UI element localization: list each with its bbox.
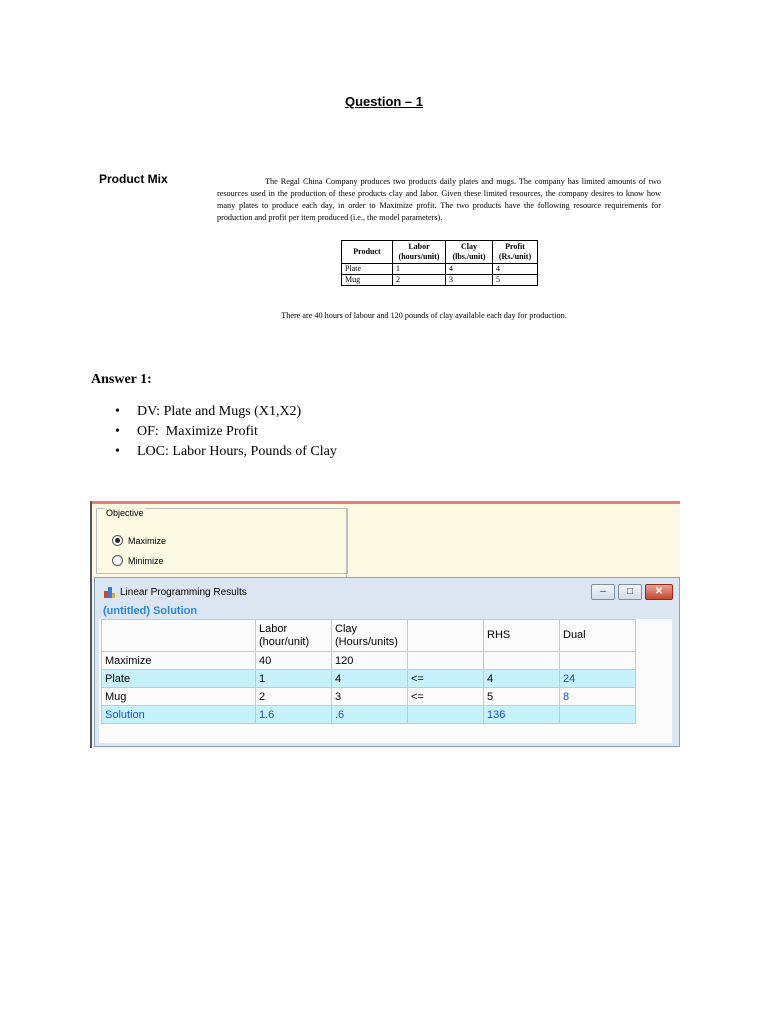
question-title: Question – 1 bbox=[344, 94, 424, 109]
grid-cell[interactable]: Plate bbox=[102, 670, 256, 688]
objective-group bbox=[96, 508, 348, 574]
maximize-label: Maximize bbox=[128, 535, 167, 546]
table-row[interactable] bbox=[102, 706, 636, 724]
grid-cell[interactable]: 4 bbox=[332, 670, 408, 688]
grid-cell[interactable]: 4 bbox=[484, 670, 560, 688]
divider bbox=[346, 508, 347, 578]
close-window-button[interactable]: ✕ bbox=[645, 584, 673, 600]
radio-unselected-icon[interactable] bbox=[112, 555, 123, 566]
resource-table-header bbox=[342, 241, 538, 264]
grid-cell[interactable] bbox=[484, 652, 560, 670]
grid-cell[interactable]: <= bbox=[408, 670, 484, 688]
resource-header-labor: Labor (hours/unit) bbox=[393, 241, 446, 264]
answer-loc: LOC: Labor Hours, Pounds of Clay bbox=[137, 444, 337, 459]
grid-cell[interactable] bbox=[408, 652, 484, 670]
app-icon bbox=[104, 587, 115, 598]
resource-cell: 4 bbox=[446, 264, 493, 275]
resource-cell: 3 bbox=[446, 275, 493, 286]
window-title: Linear Programming Results bbox=[120, 587, 247, 598]
objective-legend: Objective bbox=[106, 508, 144, 518]
grid-cell[interactable]: 24 bbox=[560, 670, 636, 688]
resource-cell: 1 bbox=[393, 264, 446, 275]
grid-cell[interactable]: 40 bbox=[256, 652, 332, 670]
grid-header-labor: Labor (hour/unit) bbox=[256, 620, 332, 652]
minimize-window-button[interactable]: – bbox=[591, 584, 615, 600]
resource-cell: Mug bbox=[342, 275, 393, 286]
table-row bbox=[102, 620, 636, 652]
grid-cell[interactable]: Solution bbox=[102, 706, 256, 724]
grid-header-rhs: RHS bbox=[484, 620, 560, 652]
radio-selected-icon[interactable] bbox=[112, 535, 123, 546]
lp-screenshot-panel bbox=[90, 501, 680, 748]
resource-cell: 5 bbox=[493, 275, 538, 286]
resource-row-mug bbox=[342, 275, 538, 286]
grid-cell[interactable]: 3 bbox=[332, 688, 408, 706]
answer-dv: DV: Plate and Mugs (X1,X2) bbox=[137, 404, 302, 419]
grid-cell[interactable] bbox=[408, 706, 484, 724]
maximize-window-button[interactable]: □ bbox=[618, 584, 642, 600]
answer-list bbox=[115, 402, 337, 462]
resource-cell: 4 bbox=[493, 264, 538, 275]
list-item bbox=[115, 442, 337, 462]
resource-row-plate bbox=[342, 264, 538, 275]
grid-cell[interactable] bbox=[560, 706, 636, 724]
resource-cell: Plate bbox=[342, 264, 393, 275]
answer-of: OF: Maximize Profit bbox=[137, 424, 258, 439]
resource-cell: 2 bbox=[393, 275, 446, 286]
maximize-radio[interactable] bbox=[112, 535, 166, 546]
results-grid-area bbox=[99, 619, 672, 743]
resource-header-product: Product bbox=[342, 241, 393, 264]
grid-cell[interactable]: 5 bbox=[484, 688, 560, 706]
grid-cell[interactable]: Maximize bbox=[102, 652, 256, 670]
results-grid bbox=[101, 619, 636, 724]
resource-table bbox=[341, 240, 538, 286]
resource-header-profit: Profit (Rs./unit) bbox=[493, 241, 538, 264]
answer-heading: Answer 1: bbox=[91, 372, 152, 387]
grid-cell[interactable]: 120 bbox=[332, 652, 408, 670]
table-row[interactable] bbox=[102, 670, 636, 688]
grid-cell[interactable]: <= bbox=[408, 688, 484, 706]
grid-cell[interactable]: .6 bbox=[332, 706, 408, 724]
product-mix-label: Product Mix bbox=[99, 172, 168, 186]
results-window bbox=[94, 577, 680, 747]
grid-cell[interactable]: 8 bbox=[560, 688, 636, 706]
list-item bbox=[115, 402, 337, 422]
resource-header-clay: Clay (lbs./unit) bbox=[446, 241, 493, 264]
table-row[interactable] bbox=[102, 688, 636, 706]
minimize-radio[interactable] bbox=[112, 555, 164, 566]
grid-cell[interactable]: 136 bbox=[484, 706, 560, 724]
grid-cell[interactable]: 1.6 bbox=[256, 706, 332, 724]
grid-cell[interactable]: 1 bbox=[256, 670, 332, 688]
bullet-icon: • bbox=[115, 424, 120, 439]
objective-area bbox=[92, 501, 680, 578]
bullet-icon: • bbox=[115, 404, 120, 419]
grid-cell[interactable]: 2 bbox=[256, 688, 332, 706]
grid-cell[interactable] bbox=[560, 652, 636, 670]
grid-header-dual: Dual bbox=[560, 620, 636, 652]
availability-note: There are 40 hours of labour and 120 pounds of clay available each day for production. bbox=[281, 311, 567, 320]
list-item bbox=[115, 422, 337, 442]
problem-paragraph: The Regal China Company produces two products daily plates and mugs. The company has limited amounts of two resources used in the production of these products clay and labor. Given these limited resources, the company desires to know how many plates to produce each day, in order to Maximize profit. The two products have the following resource requirements for production and profit per item produced (i.e., the model parameters). bbox=[217, 177, 661, 222]
minimize-label: Minimize bbox=[128, 555, 164, 566]
grid-header-cell bbox=[102, 620, 256, 652]
grid-header-cell bbox=[408, 620, 484, 652]
grid-cell[interactable]: Mug bbox=[102, 688, 256, 706]
table-row[interactable] bbox=[102, 652, 636, 670]
grid-header-clay: Clay (Hours/units) bbox=[332, 620, 408, 652]
solution-title: (untitled) Solution bbox=[103, 605, 198, 617]
bullet-icon: • bbox=[115, 444, 120, 459]
